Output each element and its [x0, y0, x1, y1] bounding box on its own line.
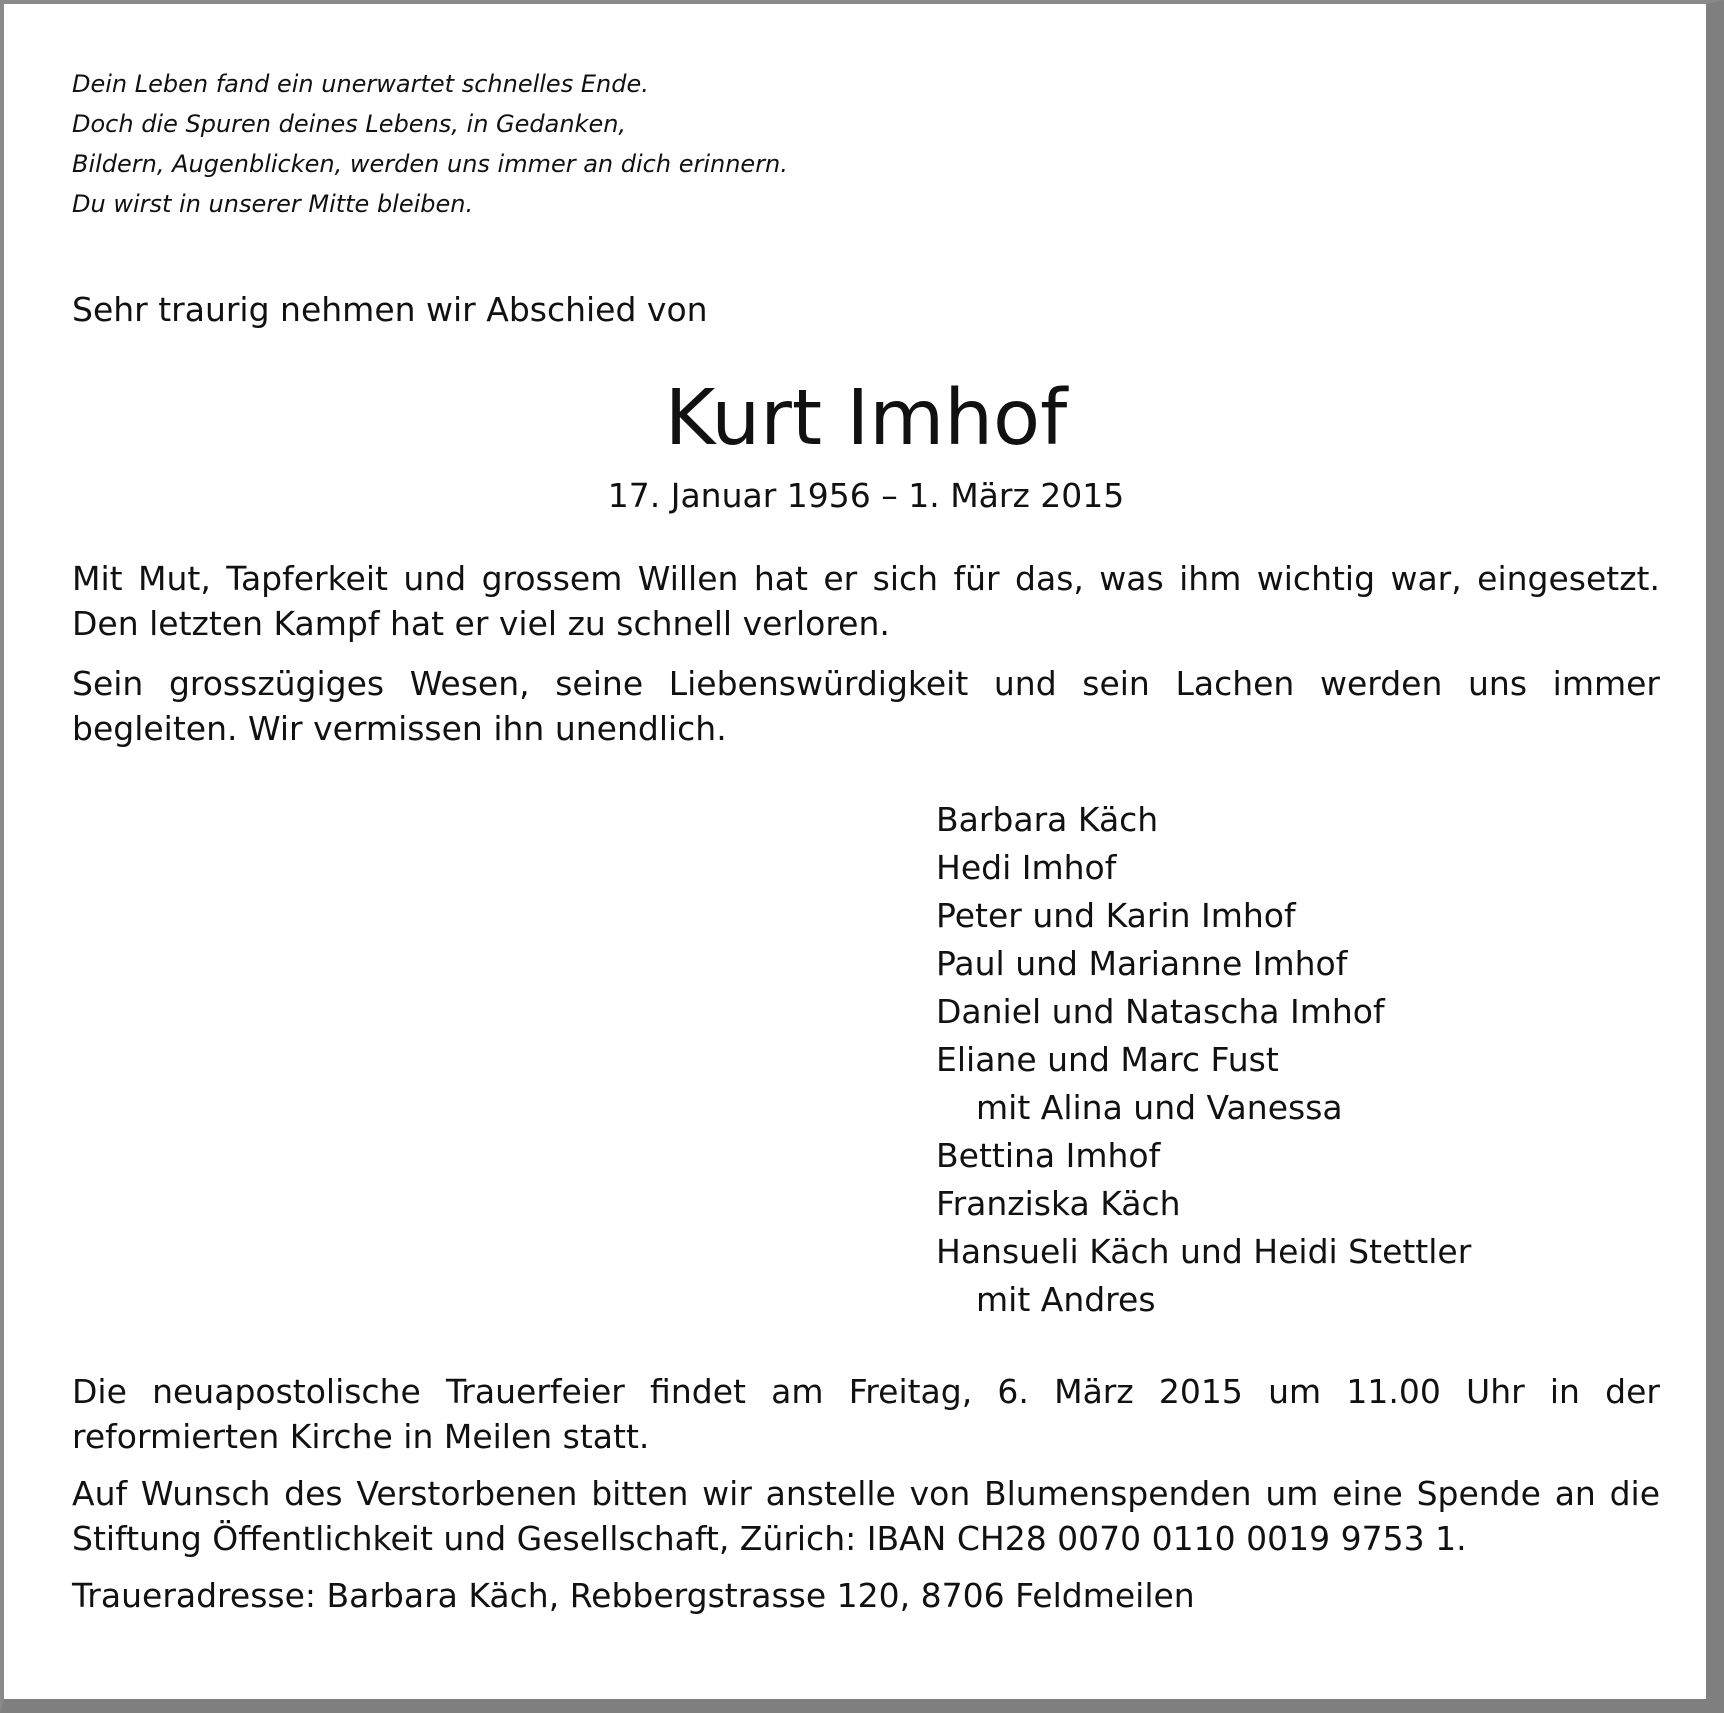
mourner-name: Hansueli Käch und Heidi Stettler [936, 1232, 1472, 1271]
mourner-name: Paul und Marianne Imhof [936, 944, 1348, 983]
mourner-name: Barbara Käch [936, 800, 1159, 839]
poem-line: Bildern, Augenblicken, werden uns immer an dich erinnern. [72, 150, 788, 178]
tribute-paragraph: Sein grosszügiges Wesen, seine Liebenswürdigkeit und sein Lachen werden uns immer begleiten. Wir vermissen ihn unendlich. [72, 664, 1660, 748]
ceremony-info: Die neuapostolische Trauerfeier findet am Freitag, 6. März 2015 um 11.00 Uhr in der reformierten Kirche in Meilen statt. [72, 1372, 1660, 1456]
mourners-list [936, 796, 1660, 1324]
mourner-name: Franziska Käch [936, 1184, 1181, 1223]
mourner-name: Bettina Imhof [936, 1136, 1161, 1175]
poem-line: Du wirst in unserer Mitte bleiben. [72, 190, 474, 218]
poem-line: Dein Leben fand ein unerwartet schnelles Ende. [72, 70, 649, 98]
intro-text: Sehr traurig nehmen wir Abschied von [72, 290, 708, 329]
life-dates: 17. Januar 1956 – 1. März 2015 [607, 476, 1125, 515]
tribute-paragraph: Mit Mut, Tapferkeit und grossem Willen hat er sich für das, was ihm wichtig war, eingesetzt. Den letzten Kampf hat er viel zu schnell verloren. [72, 559, 1660, 643]
mourner-name: Peter und Karin Imhof [936, 896, 1296, 935]
mourner-children: mit Alina und Vanessa [976, 1088, 1343, 1127]
deceased-name: Kurt Imhof [664, 374, 1068, 463]
mourner-children: mit Andres [976, 1280, 1156, 1319]
mourner-name: Eliane und Marc Fust [936, 1040, 1279, 1079]
poem [72, 64, 1660, 224]
mourning-address: Traueradresse: Barbara Käch, Rebbergstrasse 120, 8706 Feldmeilen [72, 1576, 1195, 1615]
obituary-notice [72, 64, 1660, 1618]
mourner-name: Hedi Imhof [936, 848, 1117, 887]
mourner-name: Daniel und Natascha Imhof [936, 992, 1385, 1031]
donation-info: Auf Wunsch des Verstorbenen bitten wir anstelle von Blumenspenden um eine Spende an die Stiftung Öffentlichkeit und Gesellschaft, Zürich: IBAN CH28 0070 0110 0019 9753 1. [72, 1474, 1660, 1558]
poem-line: Doch die Spuren deines Lebens, in Gedanken, [72, 110, 627, 138]
